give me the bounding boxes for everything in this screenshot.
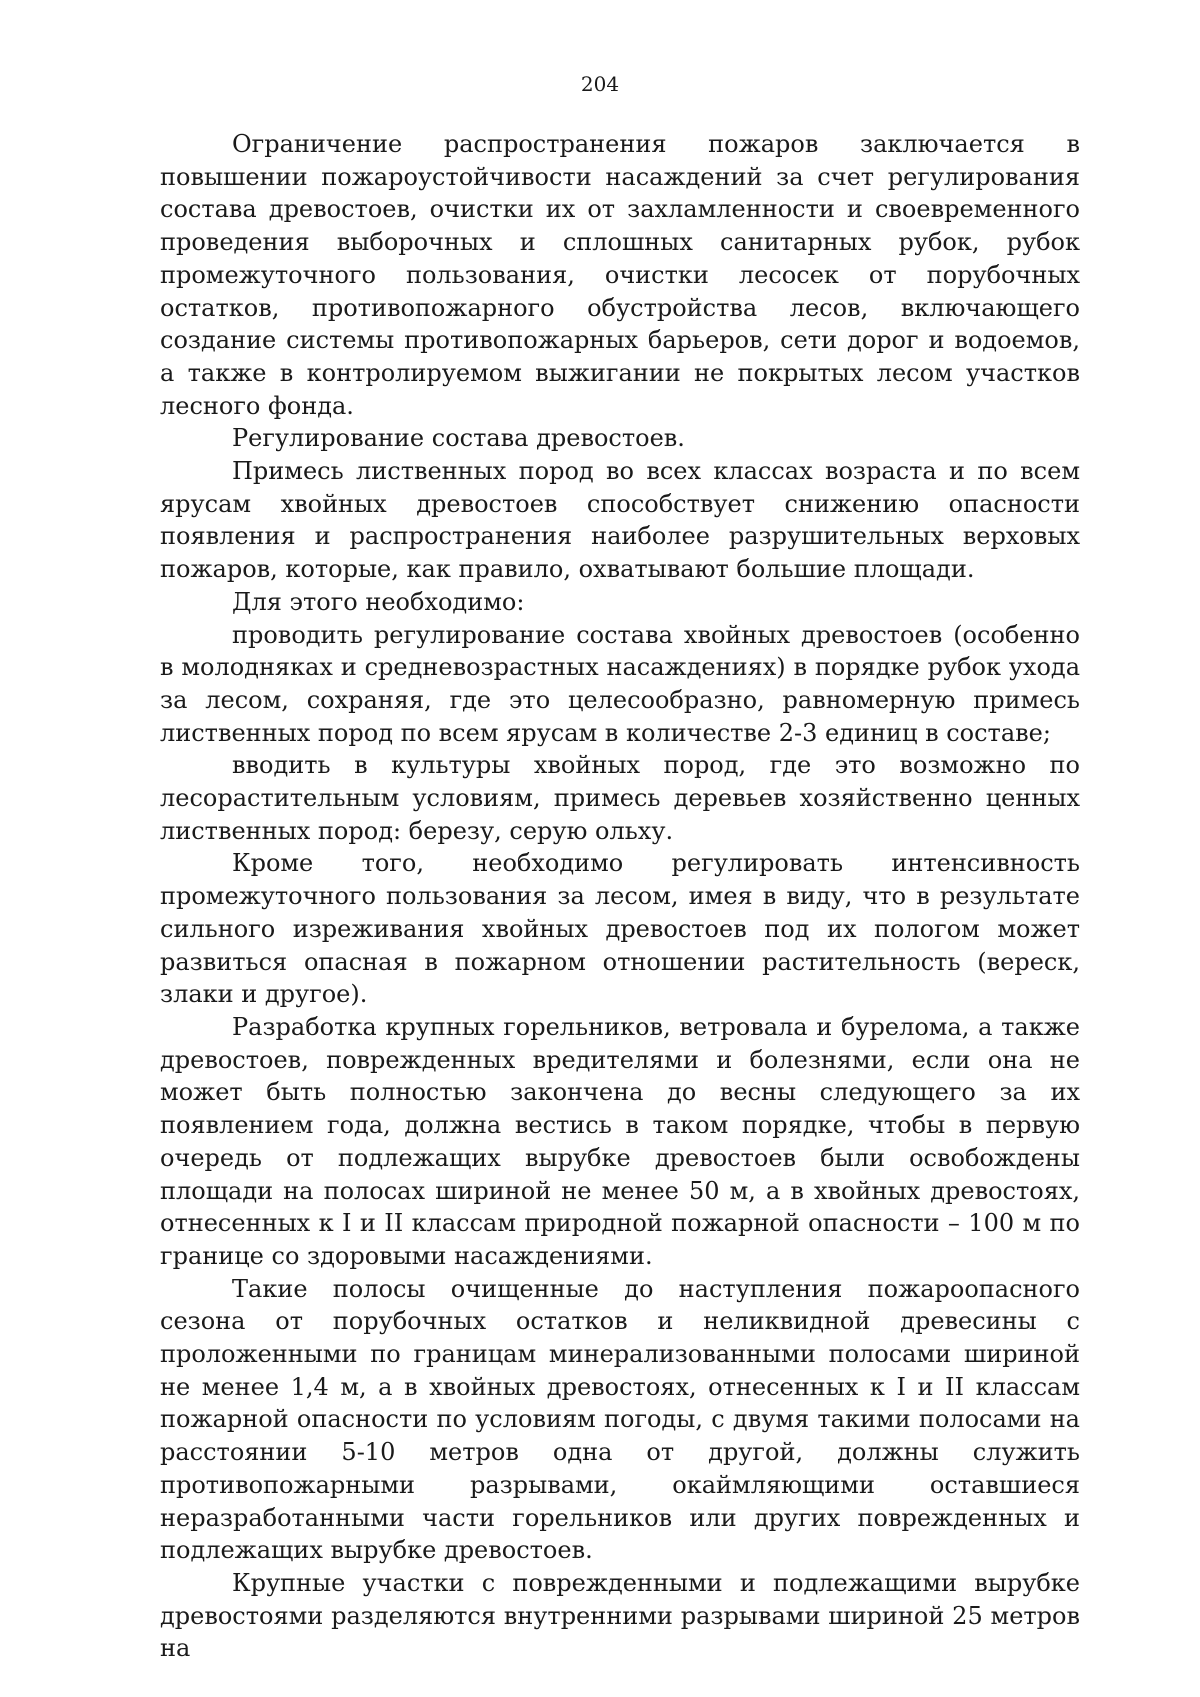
paragraph-plantation-admixture: вводить в культуры хвойных пород, где это возможно по лесорастительным условиям, примесь деревьев хозяйственно ценных лиственных пород: березу, серую ольху. — [160, 751, 1080, 845]
paragraph-deciduous-admixture: Примесь лиственных пород во всех классах возраста и по всем ярусам хвойных древостоев способствует снижению опасности появления и распространения наиболее разрушительных верховых пожаров, которые, как правило, охватывают большие площади. — [160, 457, 1080, 584]
paragraph-requirements-intro: Для этого необходимо: — [232, 587, 525, 616]
page-number: 204 — [580, 72, 620, 96]
paragraph-internal-breaks: Крупные участки с поврежденными и подлежащими вырубке древостоями разделяются внутренними разрывами шириной 25 метров на — [160, 1568, 1080, 1663]
paragraph-burned-area-clearing: Разработка крупных горельников, ветровала и бурелома, а также древостоев, поврежденных вредителями и болезнями, если она не может быть полностью закончена до весны следующего за их появлением года, должна вестись в таком порядке, чтобы в первую очередь от подлежащих вырубке древостоев были освобождены площади на полосах шириной не менее 50 м, а в хвойных древостоях, отнесенных к I и II классам природной пожарной опасности – 100 м по границе со здоровыми насаждениями. — [160, 1012, 1080, 1270]
paragraph-firebreak-strips: Такие полосы очищенные до наступления пожароопасного сезона от порубочных остатков и неликвидной древесины с проложенными по границам минерализованными полосами шириной не менее 1,4 м, а в хвойных древостоях, отнесенных к I и II классам пожарной опасности по условиям погоды, с двумя такими полосами на расстоянии 5-10 метров одна от другой, должны служить противопожарными разрывами, окаймляющими оставшиеся неразработанными части горельников или других поврежденных и подлежащих вырубке древостоев. — [160, 1274, 1080, 1565]
paragraph-fire-spread-limitation: Ограничение распространения пожаров заключается в повышении пожароустойчивости насаждений за счет регулирования состава древостоев, очистки их от захламленности и своевременного проведения выборочных и сплошных санитарных рубок, рубок промежуточного пользования, очистки лесосек от порубочных остатков, противопожарного обустройства лесов, включающего создание системы противопожарных барьеров, сети дорог и водоемов, а также в контролируемом выжигании не покрытых лесом участков лесного фонда. — [160, 130, 1080, 420]
paragraph-thinning-intensity: Кроме того, необходимо регулировать интенсивность промежуточного пользования за лесом, имея в виду, что в результате сильного изреживания хвойных древостоев под их пологом может развиться опасная в пожарном отношении растительность (вереск, злаки и другое). — [160, 849, 1080, 1009]
document-body — [160, 128, 1080, 1665]
paragraph-stand-composition-heading: Регулирование состава древостоев. — [232, 424, 685, 453]
paragraph-composition-regulation: проводить регулирование состава хвойных древостоев (особенно в молодняках и средневозрастных насаждениях) в порядке рубок ухода за лесом, сохраняя, где это целесообразно, равномерную примесь лиственных пород по всем ярусам в количестве 2-3 единиц в составе; — [160, 620, 1080, 747]
